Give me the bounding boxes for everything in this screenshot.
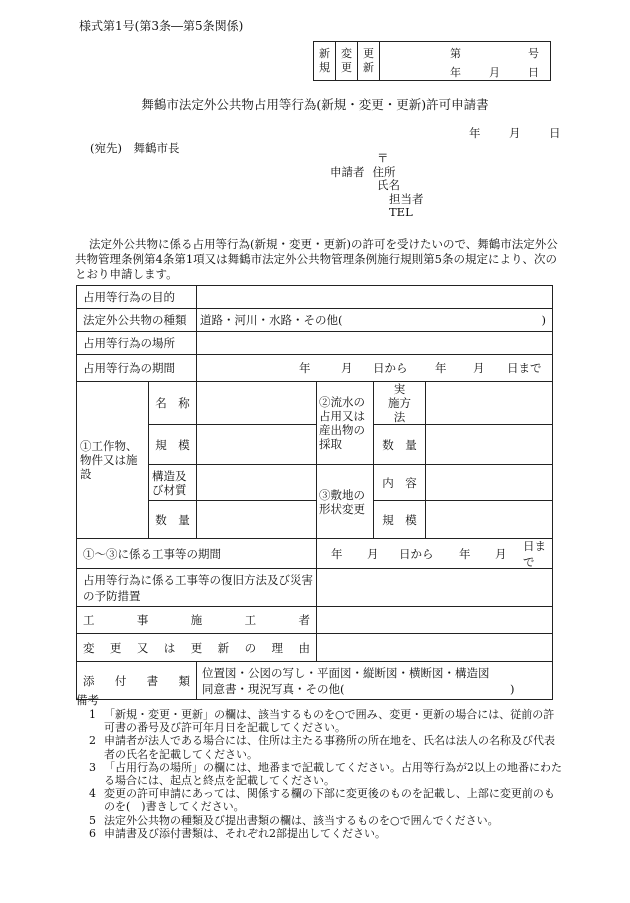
work-year: 年 [331,546,343,561]
application-type-box [313,41,551,81]
place-label: 占用等行為の場所 [77,332,197,355]
contractor-field[interactable] [317,607,553,634]
structure-scale-label: 規 模 [149,425,197,465]
note-item: 6 申請書及び添付書類は、それぞれ2部提出してください。 [89,826,386,840]
attachments-label: 添付書類 [77,662,197,700]
purpose-label: 占用等行為の目的 [77,286,197,309]
intro-text: 法定外公共物に係る占用等行為(新規・変更・更新)の許可を受けたいので、舞鶴市法定外公共物管理条例第4条第1項又は舞鶴市法定外公共物管理条例施行規則第5条の規定により、次のとおり申請します。 [75,237,558,281]
note-item: 2 申請者が法人である場合には、住所は主たる事務所の所在地を、氏名は法人の名称及び代表者の氏名を記載してください。 [89,734,555,761]
place-field[interactable] [197,332,553,355]
land-scale-field[interactable] [426,501,553,539]
notes-heading: 備考 [76,693,99,707]
purpose-field[interactable] [197,286,553,309]
addressee: (宛先) 舞鶴市長 [90,141,180,155]
work-month2: 月 [495,546,507,561]
number-suffix: 号 [528,47,539,60]
structure-name-label: 名 称 [149,382,197,425]
postal-mark: 〒 [377,151,389,165]
permit-day: 日 [528,66,539,79]
period-from: 日から [373,361,408,375]
work-period-label: ①～③に係る工事等の期間 [77,539,317,569]
applicant-block [330,152,424,220]
number-prefix: 第 [450,47,461,60]
period-to: 日まで [507,361,542,375]
date-year: 年 [469,126,481,140]
reason-field[interactable] [317,634,553,662]
flow-quantity-label: 数 量 [374,425,426,465]
land-content-label: 内 容 [374,465,426,501]
attachments-line1: 位置図・公図の写し・平面図・縦断図・横断図・構造図 [202,665,490,680]
structure-material-label: 構造及び材質 [149,465,197,501]
application-table [76,285,553,700]
note-item: 5 法定外公共物の種類及び提出書類の欄は、該当するものを○で囲んでください。 [89,813,499,827]
property-type-options: 道路・河川・水路・その他( [200,313,343,327]
restore-field[interactable] [317,569,553,607]
flow-quantity-field[interactable] [426,425,553,465]
notes-list [76,708,562,840]
structure-label: ①工作物、物件又は施設 [77,382,149,539]
structure-name-field[interactable] [197,382,317,425]
period-year2: 年 [435,361,447,375]
land-change-label: ③敷地の形状変更 [317,465,374,539]
permit-number-date-field[interactable] [380,42,551,81]
permit-month: 月 [489,66,500,79]
structure-scale-field[interactable] [197,425,317,465]
document-title: 舞鶴市法定外公共物占用等行為(新規・変更・更新)許可申請書 [141,97,489,112]
new-checkbox-label[interactable]: 新規 [314,42,336,81]
address-field[interactable]: 住所 [372,164,396,179]
land-content-field[interactable] [426,465,553,501]
flow-label: ②流水の占用又は産出物の採取 [317,382,374,465]
restore-label: 占用等行為に係る工事等の復旧方法及び災害の予防措置 [77,569,317,607]
renewal-checkbox-label[interactable]: 更新 [358,42,380,81]
period-label: 占用等行為の期間 [77,355,197,382]
note-item: 4 変更の許可申請にあっては、関係する欄の下部に変更後のものを記載し、上部に変更前のものを( )書きしてください。 [89,787,555,814]
work-month: 月 [367,546,379,561]
date-day: 日 [549,126,561,140]
property-type-close: ) [541,313,546,327]
structure-quantity-label: 数 量 [149,501,197,539]
name-field[interactable]: 氏名 [377,178,400,192]
work-year2: 年 [459,546,471,561]
work-period-field[interactable] [317,539,553,569]
reason-label: 変更又は更新の理由 [77,634,317,662]
period-month: 月 [341,361,353,375]
attachments-field[interactable] [197,662,553,700]
attachments-line2: 同意書・現況写真・その他( [202,681,345,696]
permit-year: 年 [450,66,461,79]
applicant-label: 申請者 [330,164,365,179]
attachments-close: ) [510,682,515,696]
note-item: 3 「占用行為の場所」の欄には、地番まで記載してください。占用等行為が2以上の地番にわたる場合には、起点と終点を記載してください。 [89,760,562,788]
contact-field[interactable]: 担当者 [389,191,424,206]
date-month: 月 [509,126,521,140]
note-item: 1 「新規・変更・更新」の欄は、該当するものを○で囲み、変更・更新の場合には、従前の許可書の番号及び許可年月日を記載してください。 [89,708,555,735]
flow-method-field[interactable] [426,382,553,425]
period-field[interactable] [197,355,553,382]
tel-field[interactable]: TEL [389,205,413,219]
form-number: 様式第1号(第3条―第5条関係) [79,19,244,33]
change-checkbox-label[interactable]: 変更 [336,42,358,81]
contractor-label: 工事施工者 [77,607,317,634]
flow-method-label: 実 施方 法 [374,382,426,425]
work-to: 日まで [523,538,546,569]
land-scale-label: 規 模 [374,501,426,539]
period-month2: 月 [473,361,485,375]
public-property-type-field[interactable] [197,309,553,332]
structure-quantity-field[interactable] [197,501,317,539]
period-year: 年 [299,361,311,375]
work-from: 日から [399,546,434,561]
public-property-type-label: 法定外公共物の種類 [77,309,197,332]
structure-material-field[interactable] [197,465,317,501]
